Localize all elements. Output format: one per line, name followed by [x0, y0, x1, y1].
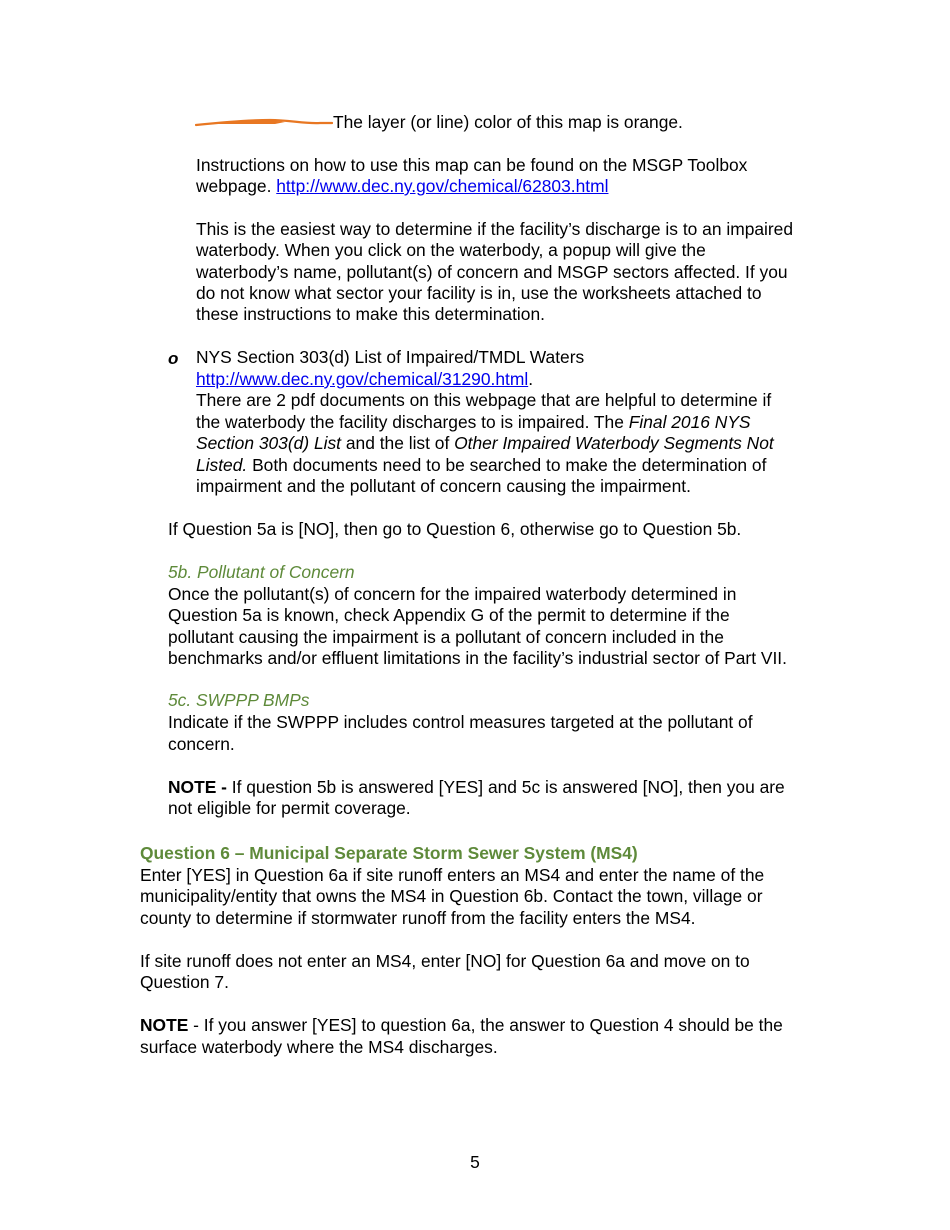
- q6-note-line1: NOTE - If you answer [YES] to question 6a, the answer to Question 4 should be the: [140, 1015, 783, 1035]
- orange-line-swatch: [195, 116, 333, 130]
- q6-line2: municipality/entity that owns the MS4 in Question 6b. Contact the town, village or: [140, 886, 763, 906]
- q5b-line2: Question 5a is known, check Appendix G of the permit to determine if the: [168, 605, 730, 625]
- nys-line2: the waterbody the facility discharges to is impaired. The Final 2016 NYS: [196, 412, 751, 432]
- page-number: 5: [470, 1152, 480, 1172]
- nys-section-link-line: http://www.dec.ny.gov/chemical/31290.html.: [196, 369, 534, 389]
- q5b-line4: benchmarks and/or effluent limitations in the facility’s industrial sector of Part VII.: [168, 648, 787, 668]
- note-5b-5c-line1: NOTE - If question 5b is answered [YES] and 5c is answered [NO], then you are: [168, 777, 785, 797]
- q6-note-line2: surface waterbody where the MS4 discharges.: [140, 1037, 498, 1057]
- map-legend-caption: The layer (or line) color of this map is orange.: [333, 112, 683, 132]
- q5a-next-step: If Question 5a is [NO], then go to Question 6, otherwise go to Question 5b.: [168, 519, 742, 539]
- instructions-line2: webpage. http://www.dec.ny.gov/chemical/62803.html: [196, 176, 609, 196]
- nys-line5: impairment and the pollutant of concern causing the impairment.: [196, 476, 691, 496]
- q6-line1: Enter [YES] in Question 6a if site runoff enters an MS4 and enter the name of the: [140, 865, 765, 885]
- note-5b-5c-line2: not eligible for permit coverage.: [168, 798, 411, 818]
- q5c-line2: concern.: [168, 734, 235, 754]
- easiest-way-line4: do not know what sector your facility is in, use the worksheets attached to: [196, 283, 762, 303]
- q5b-line1: Once the pollutant(s) of concern for the impaired waterbody determined in: [168, 584, 737, 604]
- q6-heading: Question 6 – Municipal Separate Storm Sewer System (MS4): [140, 843, 638, 863]
- instructions-line1: Instructions on how to use this map can be found on the MSGP Toolbox: [196, 155, 748, 175]
- q5b-heading: 5b. Pollutant of Concern: [168, 562, 355, 582]
- q6-no-line2: Question 7.: [140, 972, 229, 992]
- nys-line3: Section 303(d) List and the list of Other Impaired Waterbody Segments Not: [196, 433, 774, 453]
- easiest-way-line2: waterbody. When you click on the waterbody, a popup will give the: [196, 240, 706, 260]
- q5c-heading: 5c. SWPPP BMPs: [168, 690, 310, 710]
- q5c-line1: Indicate if the SWPPP includes control measures targeted at the pollutant of: [168, 712, 753, 732]
- msgp-toolbox-link[interactable]: http://www.dec.ny.gov/chemical/62803.html: [276, 176, 609, 196]
- nys-line4: Listed. Both documents need to be searched to make the determination of: [196, 455, 767, 475]
- q6-line3: county to determine if stormwater runoff from the facility enters the MS4.: [140, 908, 696, 928]
- q6-no-line1: If site runoff does not enter an MS4, enter [NO] for Question 6a and move on to: [140, 951, 750, 971]
- bullet-o-icon: o: [168, 349, 179, 368]
- easiest-way-line5: these instructions to make this determination.: [196, 304, 545, 324]
- easiest-way-line3: waterbody’s name, pollutant(s) of concern and MSGP sectors affected. If you: [196, 262, 788, 282]
- nys-line1: There are 2 pdf documents on this webpage that are helpful to determine if: [196, 390, 772, 410]
- nys-303d-link[interactable]: http://www.dec.ny.gov/chemical/31290.html: [196, 369, 529, 389]
- q5b-line3: pollutant causing the impairment is a pollutant of concern included in the: [168, 627, 724, 647]
- easiest-way-line1: This is the easiest way to determine if the facility’s discharge is to an impaired: [196, 219, 794, 239]
- nys-section-title: NYS Section 303(d) List of Impaired/TMDL Waters: [196, 347, 585, 367]
